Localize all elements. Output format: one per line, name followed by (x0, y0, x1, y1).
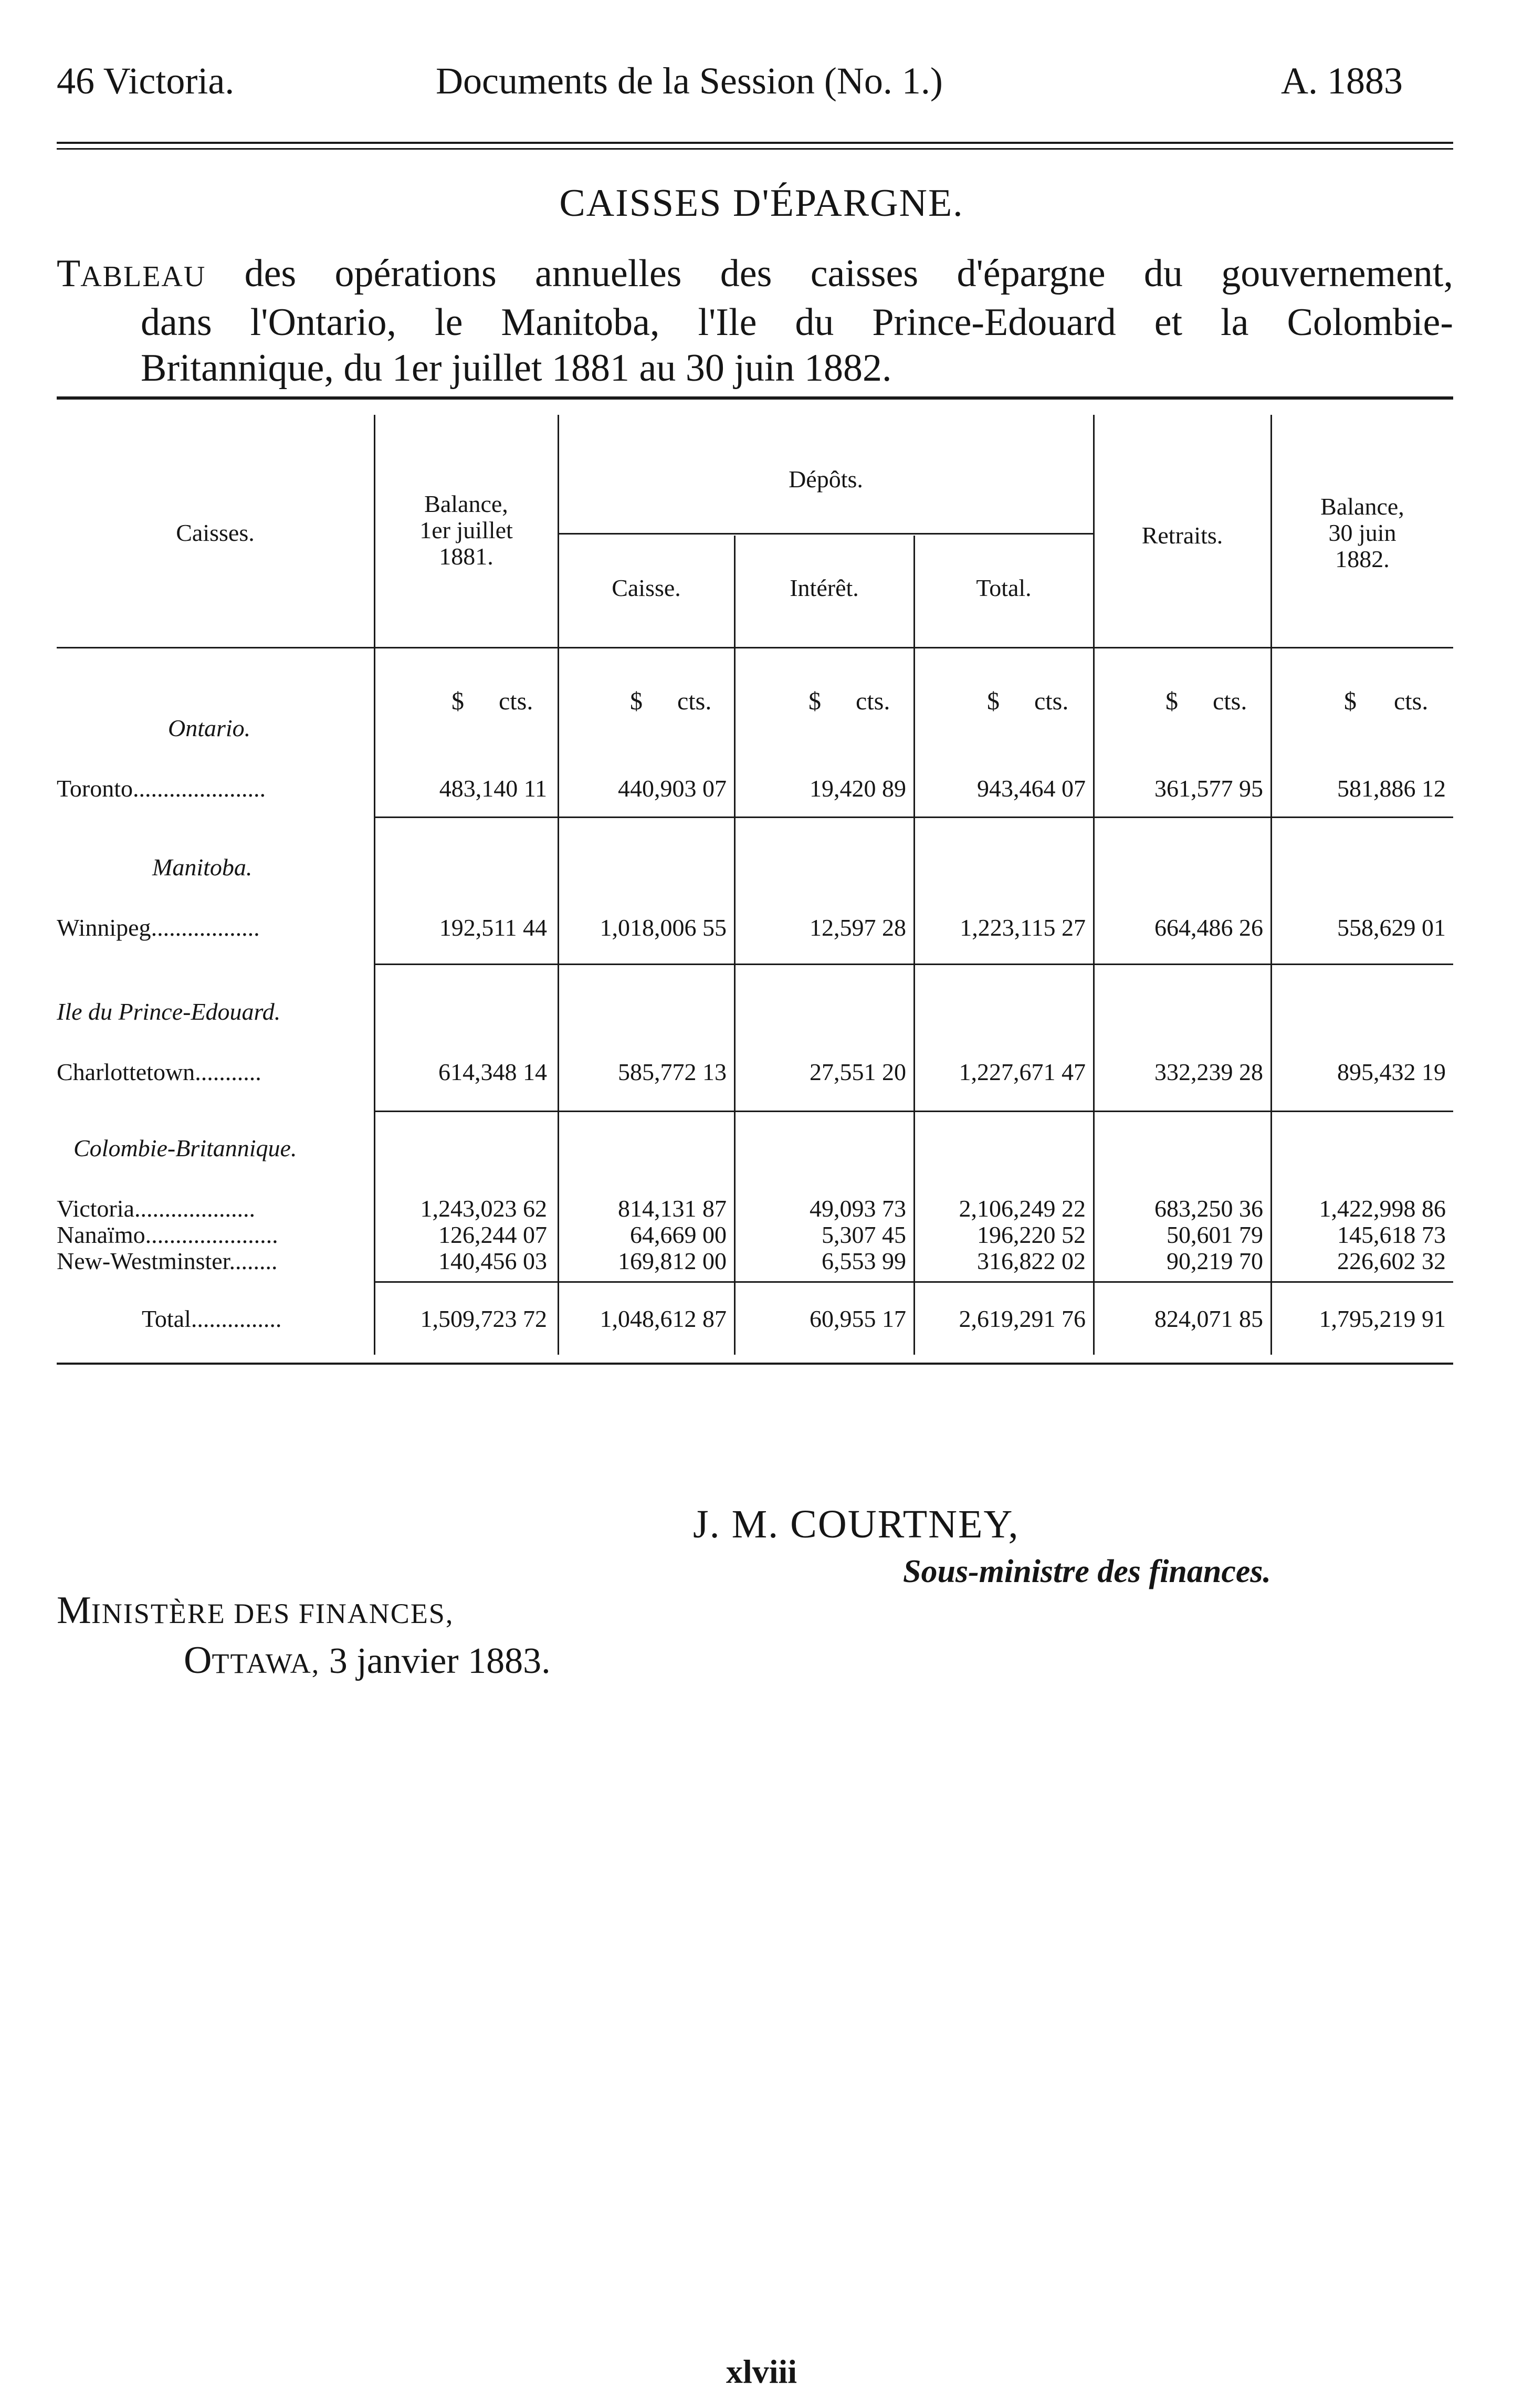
row-name: Toronto (57, 775, 133, 802)
province-heading: Manitoba. (152, 854, 253, 881)
col-header-retraits: Retraits. (1141, 522, 1223, 549)
province-heading: Colombie-Britannique. (73, 1135, 297, 1161)
cell-total: 316,822 02 (977, 1248, 1086, 1274)
header-rule-bottom (57, 148, 1453, 150)
cell-balance-start: 614,348 14 (438, 1059, 547, 1085)
signatory-name: J. M. COURTNEY, (693, 1502, 1020, 1546)
intro-line-2: dans l'Ontario, le Manitoba, l'Ile du Prince-Edouard et la Colombie- (141, 301, 1453, 344)
unit-dollar-caisse: $ (630, 687, 643, 715)
cell-retraits: 50,601 79 (1167, 1221, 1263, 1248)
page-folio: xlviii (726, 2353, 797, 2390)
cell-balance-end: 1,422,998 86 (1319, 1195, 1446, 1222)
col-header-balance-start (375, 491, 558, 570)
cell-retraits: 683,250 36 (1154, 1195, 1263, 1222)
total-caisse: 1,048,612 87 (600, 1305, 727, 1332)
col-header-caisse: Caisse. (612, 574, 681, 601)
cell-interet: 5,307 45 (822, 1221, 906, 1248)
row-name: Nanaïmo (57, 1221, 145, 1248)
cell-balance-end: 226,602 32 (1337, 1248, 1446, 1274)
running-head-center: Documents de la Session (No. 1.) (436, 60, 943, 102)
row-leader: ............... (191, 1305, 282, 1332)
col-header-balance-start-line2: 1er juillet (419, 517, 513, 543)
unit-dollar-balance-end: $ (1344, 687, 1357, 715)
ministry-initial: M (57, 1589, 91, 1632)
ministry-rest: INISTÈRE DES FINANCES, (91, 1598, 454, 1629)
cell-interet: 6,553 99 (822, 1248, 906, 1274)
row-name: Charlottetown (57, 1059, 195, 1085)
intro-lead-initial: T (57, 252, 81, 295)
total-balance-end: 1,795,219 91 (1319, 1305, 1446, 1332)
cell-retraits: 361,577 95 (1154, 775, 1263, 802)
date-text: 3 janvier 1883. (329, 1641, 551, 1681)
place-date-line (184, 1638, 551, 1683)
row-name: New-Westminster (57, 1248, 229, 1274)
intro-lead-rest: ABLEAU (80, 260, 206, 293)
total-row-label (142, 1305, 281, 1333)
cell-balance-start: 126,244 07 (438, 1221, 547, 1248)
section-rule-4 (375, 1281, 1453, 1283)
header-rule-top (57, 142, 1453, 144)
city-rest: TTAWA, (212, 1648, 320, 1679)
intro-line-1-text: des opérations annuelles des caisses d'épargne du gouvernement, (244, 252, 1453, 295)
cell-total: 943,464 07 (977, 775, 1086, 802)
unit-cents-retraits: cts. (1213, 687, 1247, 715)
col-header-balance-end (1272, 494, 1453, 572)
row-name: Victoria (57, 1195, 134, 1222)
cell-balance-start: 192,511 44 (439, 914, 547, 941)
unit-cents-caisse: cts. (677, 687, 712, 715)
running-head-right: A. 1883 (1281, 60, 1403, 102)
cell-balance-end: 581,886 12 (1337, 775, 1446, 802)
cell-caisse: 169,812 00 (618, 1248, 727, 1274)
cell-interet: 49,093 73 (810, 1195, 906, 1222)
col-header-balance-end-line2: 30 juin (1328, 519, 1396, 546)
col-header-balance-start-line3: 1881. (439, 543, 493, 570)
city-initial: O (184, 1639, 212, 1682)
depots-underline (559, 533, 1093, 535)
col-header-balance-start-line1: Balance, (424, 490, 508, 517)
cell-interet: 27,551 20 (810, 1059, 906, 1085)
col-header-depots: Dépôts. (789, 466, 863, 493)
unit-dollar-interet: $ (808, 687, 821, 715)
intro-line-1 (57, 251, 1453, 300)
cell-interet: 19,420 89 (810, 775, 906, 802)
cell-balance-start: 140,456 03 (438, 1248, 547, 1274)
section-rule-1 (375, 816, 1453, 818)
cell-balance-end: 558,629 01 (1337, 914, 1446, 941)
col-header-balance-end-line3: 1882. (1335, 546, 1390, 572)
cell-total: 1,227,671 47 (959, 1059, 1086, 1085)
unit-cents-balance-end: cts. (1394, 687, 1429, 715)
table-row-label (57, 1247, 277, 1275)
cell-caisse: 1,018,006 55 (600, 914, 727, 941)
table-header-rule (57, 647, 1453, 648)
total-total: 2,619,291 76 (959, 1305, 1086, 1332)
col-header-total: Total. (976, 574, 1032, 601)
table-bottom-rule (57, 1363, 1453, 1365)
cell-caisse: 814,131 87 (618, 1195, 727, 1222)
cell-caisse: 440,903 07 (618, 775, 727, 802)
row-leader: ........... (195, 1059, 261, 1085)
cell-caisse: 585,772 13 (618, 1059, 727, 1085)
row-leader: .................. (151, 914, 260, 941)
total-balance-start: 1,509,723 72 (420, 1305, 547, 1332)
cell-balance-start: 1,243,023 62 (420, 1195, 547, 1222)
unit-dollar-total: $ (987, 687, 1000, 715)
cell-retraits: 90,219 70 (1167, 1248, 1263, 1274)
total-interet: 60,955 17 (810, 1305, 906, 1332)
province-heading: Ile du Prince-Edouard. (57, 998, 281, 1025)
section-rule-3 (375, 1111, 1453, 1112)
row-leader: .................... (134, 1195, 255, 1222)
col-header-interet: Intérêt. (790, 574, 859, 601)
cell-caisse: 64,669 00 (630, 1221, 727, 1248)
cell-total: 1,223,115 27 (960, 914, 1086, 941)
col-header-balance-end-line1: Balance, (1320, 493, 1404, 520)
table-row-label (57, 774, 266, 802)
cell-balance-start: 483,140 11 (439, 775, 547, 802)
signatory-title: Sous-ministre des finances. (903, 1554, 1272, 1589)
row-leader: ...................... (133, 775, 266, 802)
table-row-label (57, 914, 260, 941)
page-title: CAISSES D'ÉPARGNE. (559, 182, 964, 225)
unit-cents-balance-start: cts. (499, 687, 533, 715)
ministry-line (57, 1588, 454, 1633)
cell-balance-end: 145,618 73 (1337, 1221, 1446, 1248)
section-rule-2 (375, 964, 1453, 965)
unit-cents-total: cts. (1034, 687, 1069, 715)
cell-total: 2,106,249 22 (959, 1195, 1086, 1222)
row-leader: ........ (229, 1248, 278, 1274)
intro-paragraph (57, 251, 1453, 391)
province-heading: Ontario. (168, 715, 251, 741)
total-retraits: 824,071 85 (1154, 1305, 1263, 1332)
cell-interet: 12,597 28 (810, 914, 906, 941)
row-name: Total (142, 1305, 191, 1332)
row-leader: ...................... (145, 1221, 278, 1248)
running-head-left: 46 Victoria. (57, 60, 235, 102)
table-row-label (57, 1058, 261, 1086)
unit-dollar-retraits: $ (1165, 687, 1178, 715)
table-top-rule (57, 396, 1453, 400)
cell-retraits: 332,239 28 (1154, 1059, 1263, 1085)
col-header-caisses: Caisses. (176, 519, 255, 546)
table-row-label (57, 1195, 255, 1222)
table-row-label (57, 1221, 278, 1249)
unit-cents-interet: cts. (856, 687, 890, 715)
cell-total: 196,220 52 (977, 1221, 1086, 1248)
unit-dollar-balance-start: $ (451, 687, 464, 715)
cell-balance-end: 895,432 19 (1337, 1059, 1446, 1085)
intro-line-3: Britannique, du 1er juillet 1881 au 30 juin 1882. (141, 347, 892, 390)
row-name: Winnipeg (57, 914, 151, 941)
cell-retraits: 664,486 26 (1154, 914, 1263, 941)
